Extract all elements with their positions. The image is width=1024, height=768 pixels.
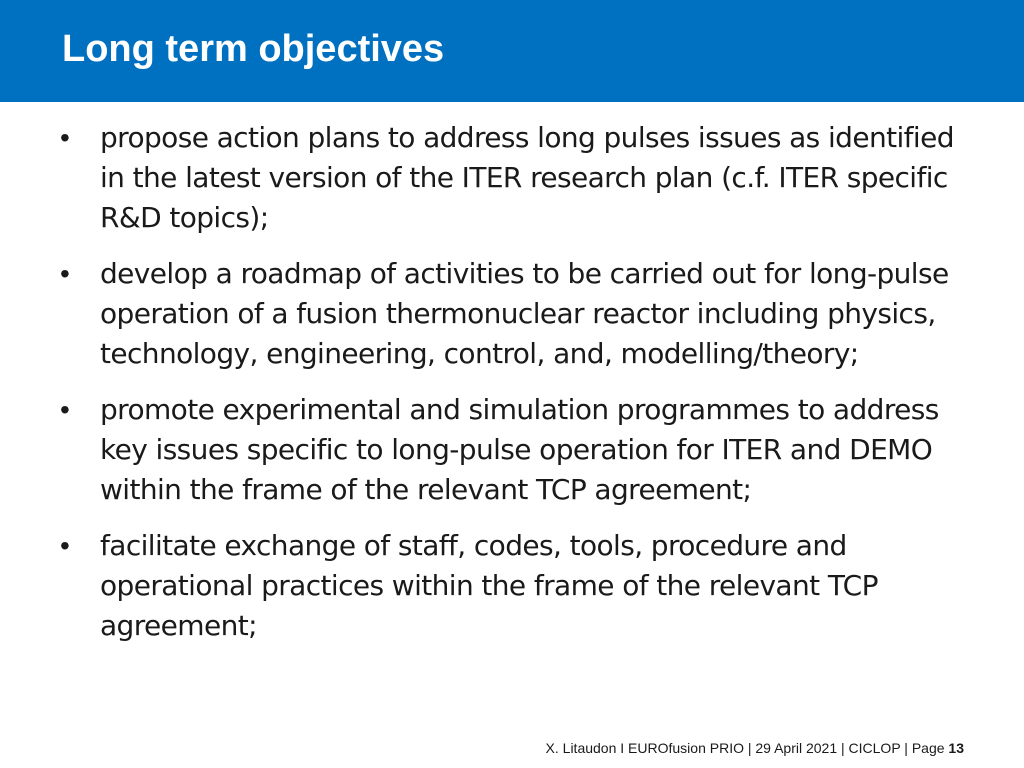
page-number: 13 <box>948 740 964 756</box>
slide-footer <box>546 739 964 757</box>
bullet-text: promote experimental and simulation programmes to address key issues specific to long-pulse operation for ITER and DEMO within the frame of the relevant TCP agreement; <box>100 393 939 506</box>
bullet-icon: • <box>60 530 70 561</box>
footer-text: X. Litaudon I EUROfusion PRIO | 29 April 2021 | CICLOP | Page <box>545 740 949 756</box>
title-bar <box>0 0 1024 102</box>
bullet-icon: • <box>60 258 70 289</box>
bullet-item <box>60 526 980 646</box>
slide-title: Long term objectives <box>62 28 445 70</box>
bullet-item <box>60 390 980 510</box>
bullet-item <box>60 118 980 238</box>
bullet-icon: • <box>60 122 70 153</box>
bullet-list <box>60 118 980 662</box>
bullet-text: facilitate exchange of staff, codes, tools, procedure and operational practices within the frame of the relevant TCP agreement; <box>100 529 878 642</box>
bullet-icon: • <box>60 394 70 425</box>
bullet-text: develop a roadmap of activities to be carried out for long-pulse operation of a fusion thermonuclear reactor including physics, technology, engineering, control, and, modelling/theory; <box>100 257 949 370</box>
bullet-text: propose action plans to address long pulses issues as identified in the latest version of the ITER research plan (c.f. ITER specific R&D topics); <box>100 121 954 234</box>
bullet-item <box>60 254 980 374</box>
